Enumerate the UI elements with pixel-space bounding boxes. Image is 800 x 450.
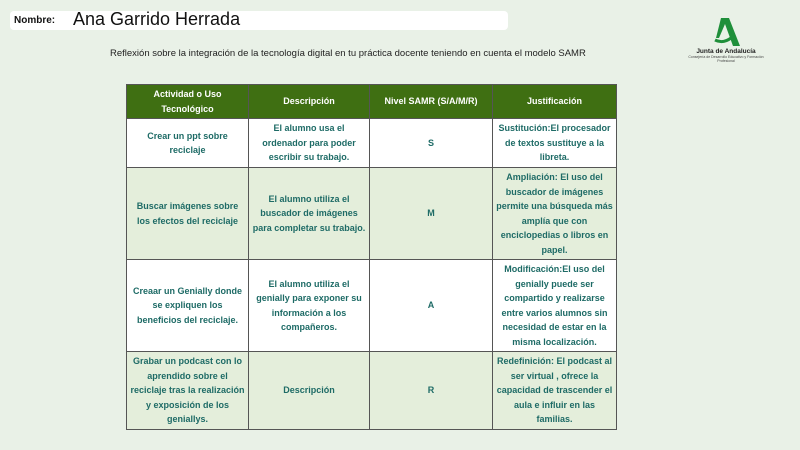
logo-a-icon xyxy=(711,18,741,46)
cell-activity[interactable]: Buscar imágenes sobre los efectos del reciclaje xyxy=(127,168,249,260)
junta-andalucia-logo xyxy=(686,18,766,63)
header-justification: Justificación xyxy=(493,85,617,119)
header-description: Descripción xyxy=(249,85,370,119)
cell-justification[interactable]: Ampliación: El uso del buscador de imágenes permite una búsqueda más amplía que con enciclopedias o libros en papel. xyxy=(493,168,617,260)
header-activity: Actividad o Uso Tecnológico xyxy=(127,85,249,119)
table-header-row xyxy=(127,85,617,119)
cell-description[interactable]: Descripción xyxy=(249,352,370,430)
samr-table xyxy=(126,84,617,430)
table-row xyxy=(127,352,617,430)
cell-description[interactable]: El alumno utiliza el genially para exponer su información a los compañeros. xyxy=(249,260,370,352)
table-row xyxy=(127,119,617,168)
cell-activity[interactable]: Creaar un Genially donde se expliquen los beneficios del reciclaje. xyxy=(127,260,249,352)
cell-description[interactable]: El alumno usa el ordenador para poder escribir su trabajo. xyxy=(249,119,370,168)
header-samr-level: Nivel SAMR (S/A/M/R) xyxy=(370,85,493,119)
table-row xyxy=(127,168,617,260)
cell-activity[interactable]: Grabar un podcast con lo aprendido sobre el reciclaje tras la realización y exposición de los geniallys. xyxy=(127,352,249,430)
logo-title: Junta de Andalucía xyxy=(696,48,756,55)
cell-justification[interactable]: Redefinición: El podcast al ser virtual , ofrece la capacidad de trascender el aula e influir en las familias. xyxy=(493,352,617,430)
cell-samr-level[interactable]: S xyxy=(370,119,493,168)
logo-subtitle: Consejería de Desarrollo Educativo y Formación Profesional xyxy=(688,55,764,63)
cell-samr-level[interactable]: M xyxy=(370,168,493,260)
name-value[interactable]: Ana Garrido Herrada xyxy=(73,9,241,29)
cell-samr-level[interactable]: R xyxy=(370,352,493,430)
cell-justification[interactable]: Sustitución:El procesador de textos sustituye a la libreta. xyxy=(493,119,617,168)
name-label: Nombre: xyxy=(14,15,56,26)
cell-activity[interactable]: Crear un ppt sobre reciclaje xyxy=(127,119,249,168)
cell-samr-level[interactable]: A xyxy=(370,260,493,352)
cell-justification[interactable]: Modificación:El uso del genially puede ser compartido y realizarse entre varios alumnos sin necesidad de estar en la misma localización. xyxy=(493,260,617,352)
page-subtitle: Reflexión sobre la integración de la tecnología digital en tu práctica docente teniendo en cuenta el modelo SAMR xyxy=(110,48,586,59)
table-row xyxy=(127,260,617,352)
cell-description[interactable]: El alumno utiliza el buscador de imágenes para completar su trabajo. xyxy=(249,168,370,260)
